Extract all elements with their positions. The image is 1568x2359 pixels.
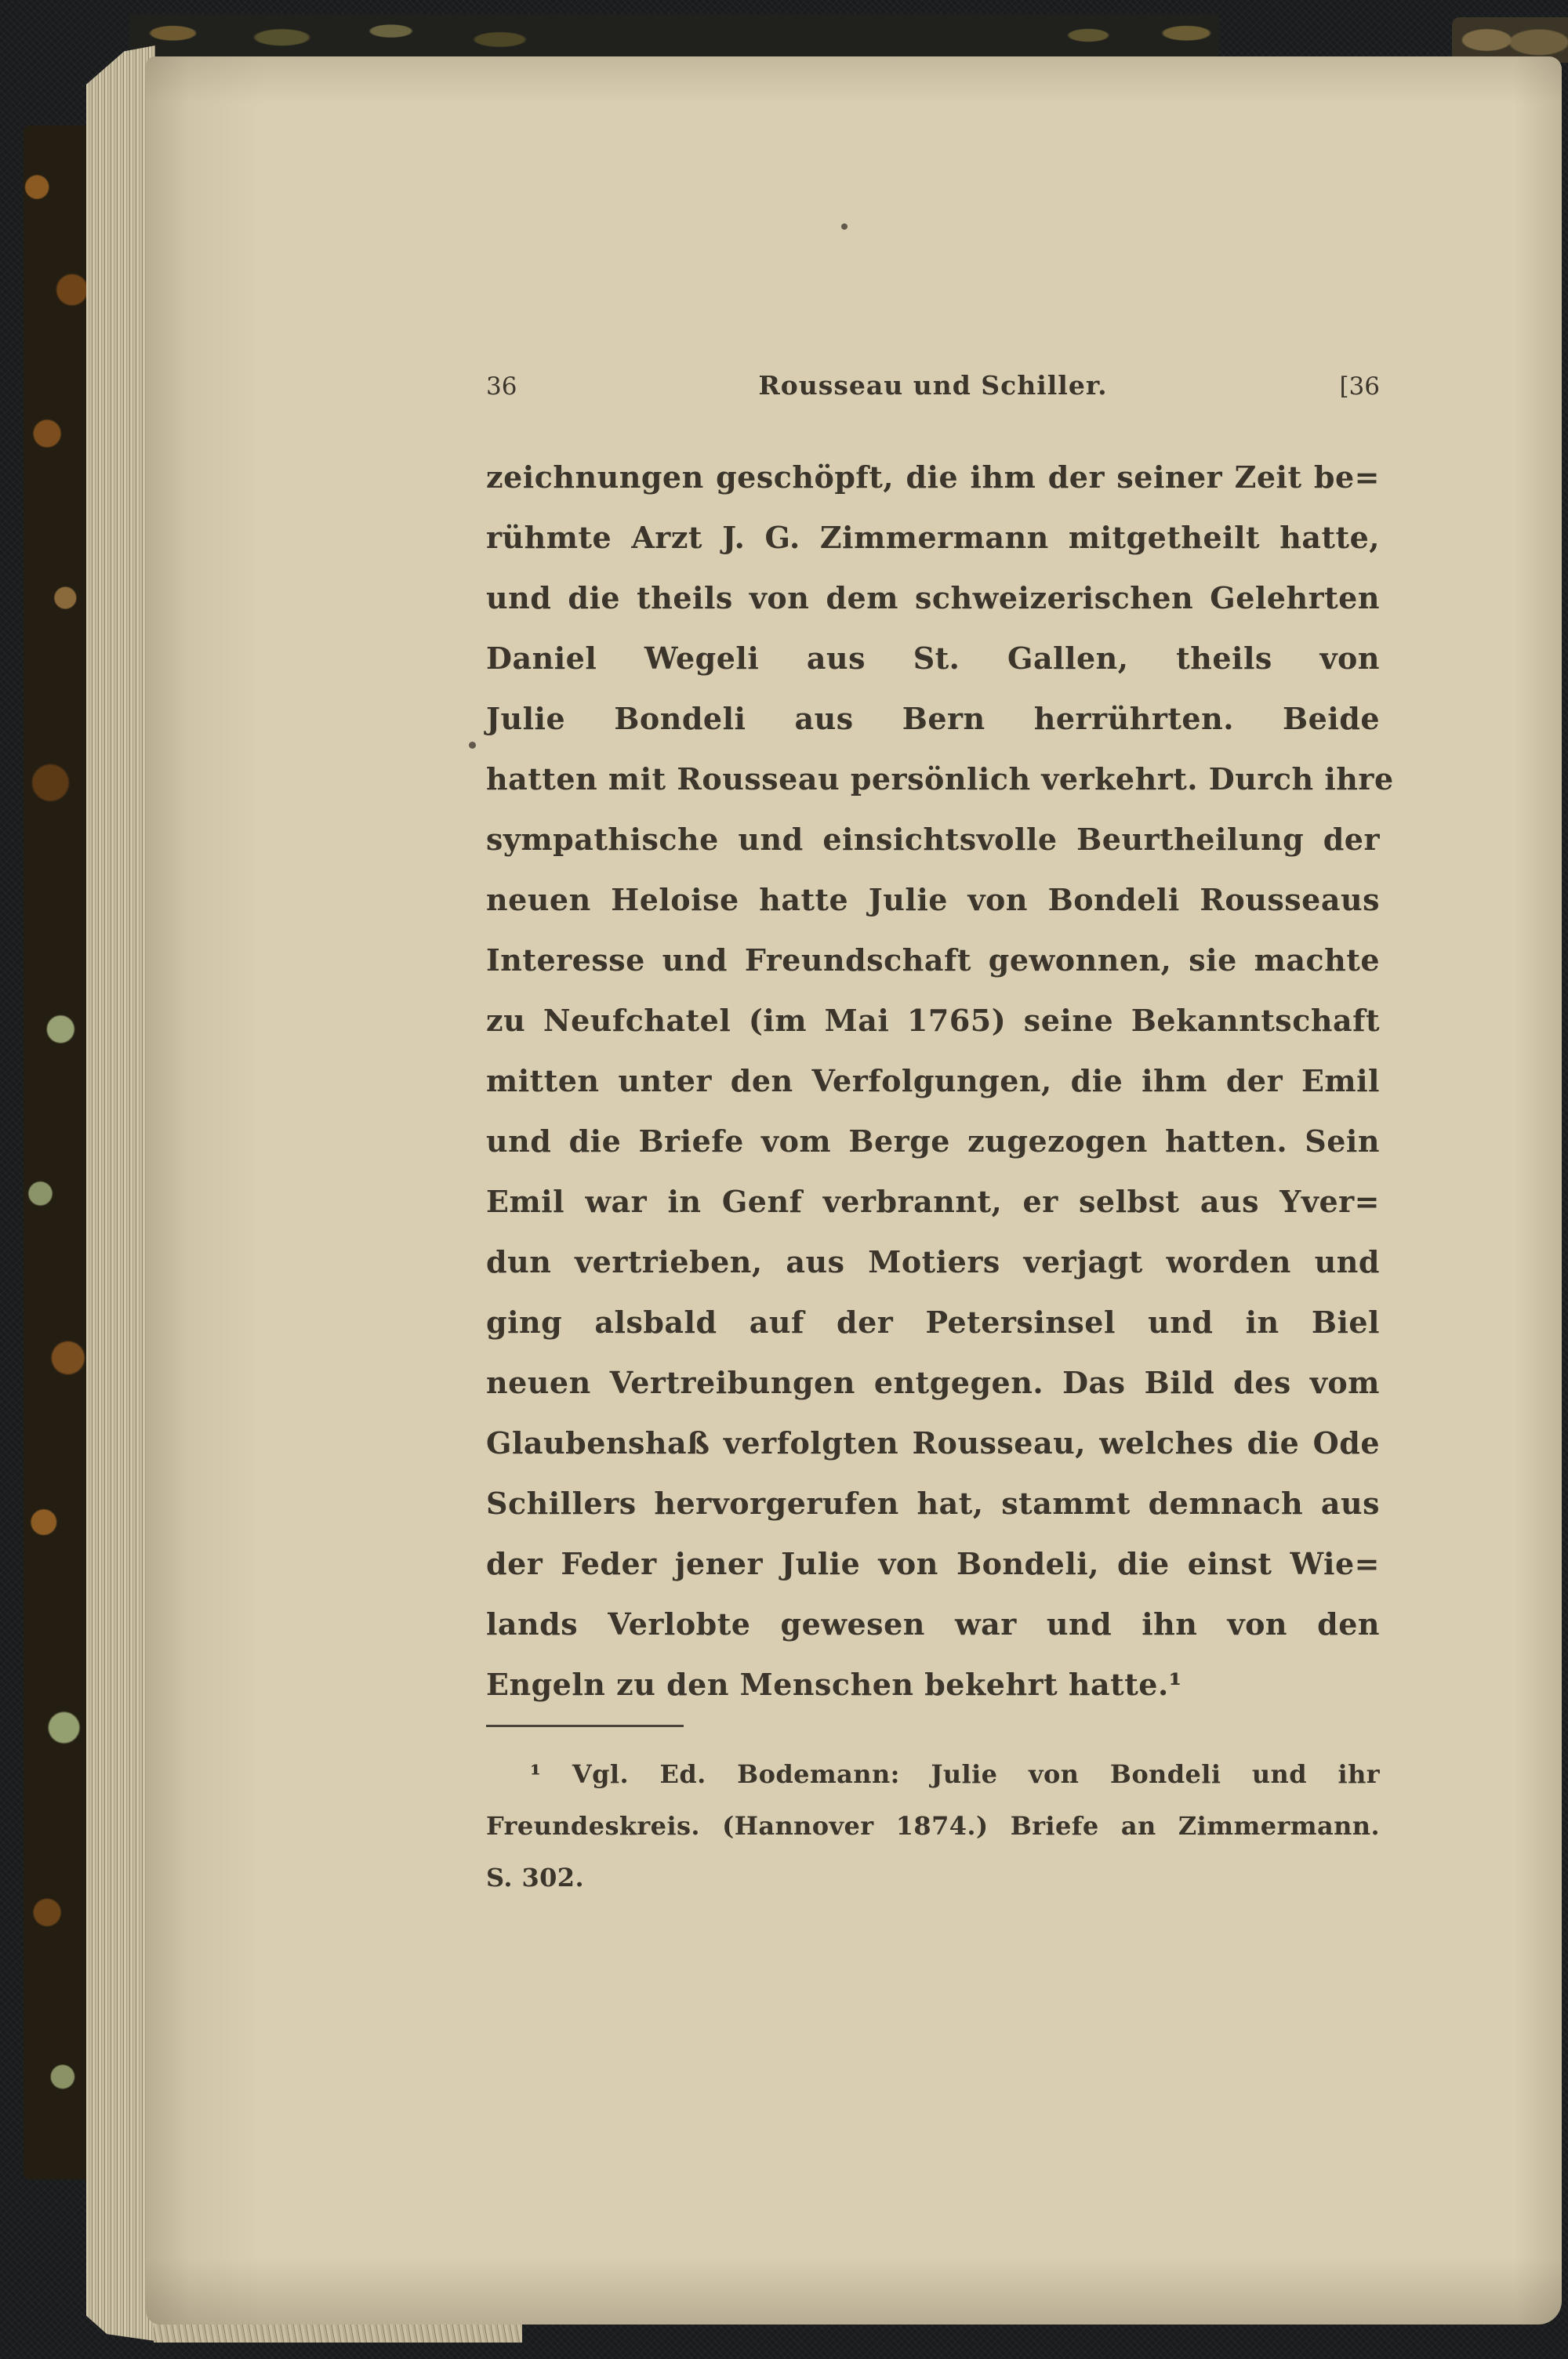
page-stack-edge	[86, 45, 155, 2341]
text-line: Glaubenshaß verfolgten Rousseau, welches die Ode	[486, 1425, 1380, 1461]
text-line: zeichnungen geschöpft, die ihm der seiner Zeit be=	[486, 459, 1380, 495]
page-number-left: 36	[486, 372, 517, 401]
page-header	[486, 370, 1380, 402]
text-line: und die theils von dem schweizerischen Gelehrten	[486, 580, 1380, 615]
text-line: Interesse und Freundschaft gewonnen, sie machte	[486, 942, 1380, 978]
text-line: neuen Vertreibungen entgegen. Das Bild des vom	[486, 1365, 1380, 1400]
text-line: sympathische und einsichtsvolle Beurtheilung der	[486, 822, 1380, 857]
text-line: rühmte Arzt J. G. Zimmermann mitgetheilt hatte,	[486, 520, 1380, 555]
book-page	[146, 56, 1562, 2325]
text-line: Engeln zu den Menschen bekehrt hatte.¹	[486, 1667, 1182, 1702]
text-line: zu Neufchatel (im Mai 1765) seine Bekanntschaft	[486, 1003, 1380, 1038]
text-line: Emil war in Genf verbrannt, er selbst aus Yver=	[486, 1184, 1380, 1219]
footnote	[486, 1748, 1380, 1904]
text-line: dun vertrieben, aus Motiers verjagt worden und	[486, 1244, 1380, 1279]
marbled-top-edge	[129, 14, 1219, 56]
paper-speck	[841, 223, 848, 230]
text-line: lands Verlobte gewesen war und ihn von den	[486, 1606, 1380, 1642]
text-line: und die Briefe vom Berge zugezogen hatten. Sein	[486, 1123, 1380, 1159]
text-line: der Feder jener Julie von Bondeli, die einst Wie=	[486, 1546, 1380, 1581]
body-text	[486, 447, 1394, 1715]
footnote-line: ¹ Vgl. Ed. Bodemann: Julie von Bondeli und ihr	[530, 1759, 1380, 1789]
footnote-line: Freundeskreis. (Hannover 1874.) Briefe an Zimmermann.	[486, 1811, 1380, 1841]
running-title: Rousseau und Schiller.	[758, 370, 1108, 401]
text-line: neuen Heloise hatte Julie von Bondeli Rousseaus	[486, 882, 1380, 917]
text-line: Schillers hervorgerufen hat, stammt demnach aus	[486, 1486, 1380, 1521]
text-line: Julie Bondeli aus Bern herrührten. Beide	[486, 701, 1380, 736]
text-line: Daniel Wegeli aus St. Gallen, theils von	[486, 641, 1380, 676]
footnote-line: S. 302.	[486, 1863, 584, 1893]
marbled-spine-strip	[24, 125, 91, 2179]
footnote-separator-rule	[486, 1725, 684, 1727]
text-line: mitten unter den Verfolgungen, die ihm der Emil	[486, 1063, 1380, 1098]
paper-speck	[469, 742, 476, 749]
text-line: ging alsbald auf der Petersinsel und in Biel	[486, 1305, 1380, 1340]
text-line: hatten mit Rousseau persönlich verkehrt. Durch ihre	[486, 761, 1394, 797]
page-number-bracket: [36	[1339, 372, 1380, 401]
